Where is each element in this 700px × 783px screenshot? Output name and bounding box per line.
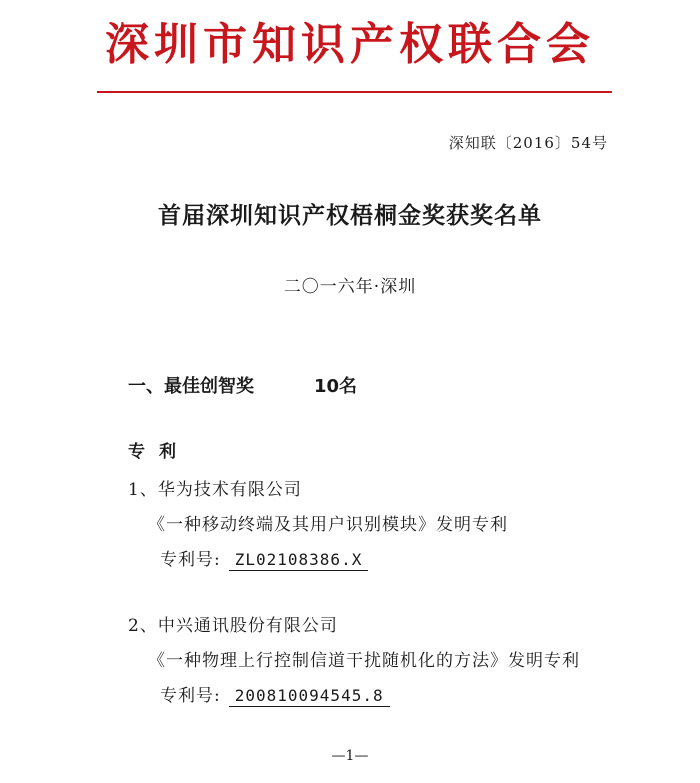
page-number: —1— xyxy=(331,748,369,764)
letterhead-divider xyxy=(97,91,612,93)
patent-number: ZL02108386.X xyxy=(229,550,369,571)
entry-index: 2、 xyxy=(128,616,158,636)
entry-patent-title: 《一种移动终端及其用户识别模块》发明专利 xyxy=(148,515,508,535)
entry-company-line xyxy=(128,475,302,500)
category-heading: 专利 xyxy=(128,442,190,462)
patent-number-label: 专利号: xyxy=(160,550,221,570)
entry-company-line xyxy=(128,611,338,636)
entry-company: 中兴通讯股份有限公司 xyxy=(157,616,338,636)
patent-number: 200810094545.8 xyxy=(229,686,390,707)
document-date-place: 二〇一六年·深圳 xyxy=(283,277,417,297)
section-label: 一、最佳创智奖 xyxy=(128,376,254,397)
letterhead-org-name: 深圳市知识产权联合会 xyxy=(105,19,595,70)
section-count: 10名 xyxy=(314,376,358,397)
entry-patent-number-line xyxy=(160,681,390,707)
document-number: 深知联〔2016〕54号 xyxy=(448,134,608,152)
document-title: 首届深圳知识产权梧桐金奖获奖名单 xyxy=(158,202,542,229)
entry-company: 华为技术有限公司 xyxy=(157,480,302,500)
entry-patent-title: 《一种物理上行控制信道干扰随机化的方法》发明专利 xyxy=(148,651,580,671)
entry-index: 1、 xyxy=(128,480,158,500)
entry-patent-number-line xyxy=(160,545,368,571)
patent-number-label: 专利号: xyxy=(160,686,221,706)
section-heading xyxy=(128,372,357,398)
